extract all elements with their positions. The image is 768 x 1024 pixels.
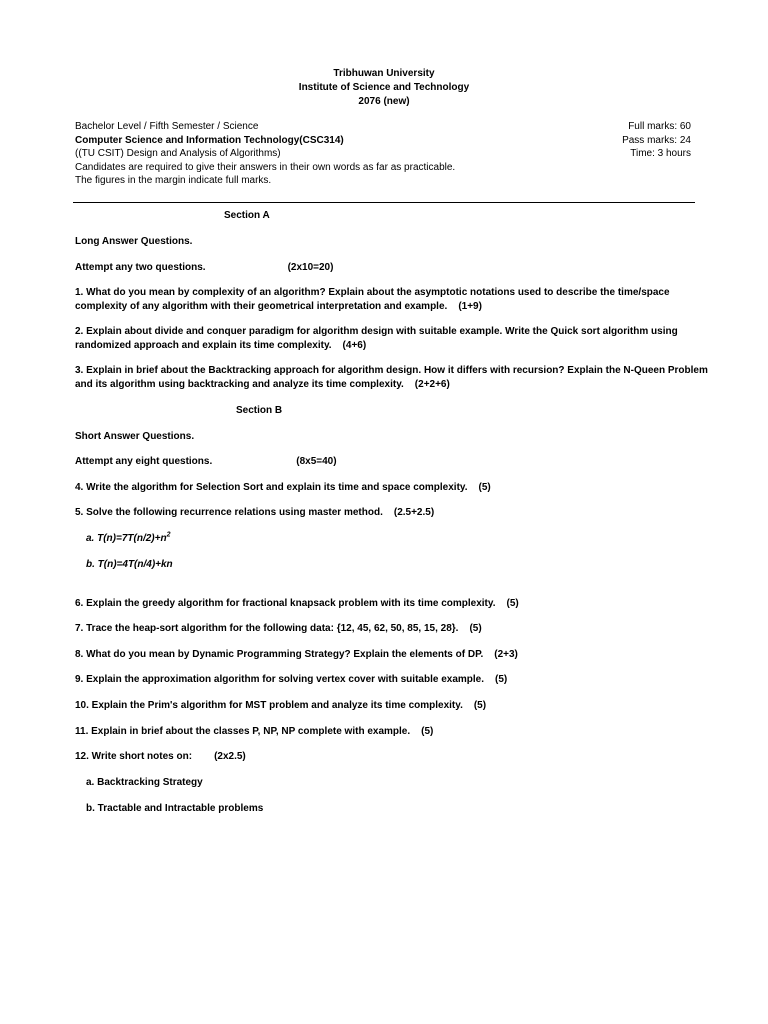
institute-name: Institute of Science and Technology: [298, 82, 470, 93]
section-a-type: Long Answer Questions.: [75, 236, 193, 247]
question-2-marks: (4+6): [342, 340, 367, 351]
question-3-line-2: [75, 378, 450, 392]
question-12b: b. Tractable and Intractable problems: [86, 803, 264, 814]
section-a-attempt: [75, 261, 333, 275]
question-12: [75, 750, 246, 764]
university-name: Tribhuwan University: [333, 68, 435, 79]
question-5-text: 5. Solve the following recurrence relations using master method.: [75, 507, 383, 518]
paper-header: [0, 67, 768, 109]
subject-title: ((TU CSIT) Design and Analysis of Algorithms): [75, 148, 281, 160]
question-12a: a. Backtracking Strategy: [86, 777, 203, 788]
question-2-text: randomized approach and explain its time complexity.: [75, 340, 332, 351]
instruction-answers: Candidates are required to give their answers in their own words as far as practicable.: [75, 161, 456, 173]
question-2-line-2: [75, 339, 366, 353]
question-10-text: 10. Explain the Prim's algorithm for MST problem and analyze its time complexity.: [75, 700, 463, 711]
exam-year: 2076 (new): [358, 96, 410, 107]
question-5b: b. T(n)=4T(n/4)+kn: [86, 559, 173, 570]
question-9-text: 9. Explain the approximation algorithm for solving vertex cover with suitable example.: [75, 674, 484, 685]
question-7: [75, 622, 482, 636]
question-8-marks: (2+3): [494, 649, 518, 660]
level-text: Bachelor Level / Fifth Semester / Science: [75, 121, 259, 132]
question-11-text: 11. Explain in brief about the classes P, NP, NP complete with example.: [75, 726, 411, 737]
course-info: [75, 120, 455, 188]
question-5a-exponent: 2: [166, 531, 171, 539]
question-3-line-1: 3. Explain in brief about the Backtracking approach for algorithm design. How it differs with recursion? Explain the N-Queen Problem: [75, 365, 708, 376]
question-11-marks: (5): [421, 726, 434, 737]
question-1-marks: (1+9): [458, 301, 482, 312]
pass-marks: Pass marks: 24: [622, 134, 691, 146]
course-title: Computer Science and Information Technology(CSC314): [75, 134, 344, 146]
section-a-attempt-text: Attempt any two questions.: [75, 262, 206, 273]
question-8-text: 8. What do you mean by Dynamic Programming Strategy? Explain the elements of DP.: [75, 649, 484, 660]
question-10-marks: (5): [473, 700, 487, 711]
section-b-type: Short Answer Questions.: [75, 431, 195, 442]
question-11: [75, 725, 433, 739]
header-divider: [73, 202, 695, 203]
question-10: [75, 699, 486, 713]
question-12-text: 12. Write short notes on:: [75, 751, 193, 762]
question-1-text: complexity of any algorithm with their geometrical interpretation and example.: [75, 301, 448, 312]
question-6-marks: (5): [506, 598, 519, 609]
section-a-title: Section A: [224, 210, 270, 221]
section-b-attempt-text: Attempt any eight questions.: [75, 456, 213, 467]
question-7-text: 7. Trace the heap-sort algorithm for the following data: {12, 45, 62, 50, 85, 15, 28}.: [75, 623, 459, 634]
question-4: [75, 481, 491, 495]
question-5-marks: (2.5+2.5): [393, 507, 435, 518]
question-12-marks: (2x2.5): [214, 751, 246, 762]
question-4-marks: (5): [478, 482, 491, 493]
question-9: [75, 673, 507, 687]
question-6: [75, 597, 519, 611]
question-5a: [86, 532, 170, 546]
question-1-line-2: [75, 300, 482, 314]
question-3-text: and its algorithm using backtracking and analyze its time complexity.: [75, 379, 404, 390]
question-3-marks: (2+2+6): [414, 379, 450, 390]
question-5: [75, 506, 434, 520]
question-2-line-1: 2. Explain about divide and conquer paradigm for algorithm design with suitable example. Write the Quick sort algorithm using: [75, 326, 678, 337]
instruction-margin: The figures in the margin indicate full marks.: [75, 175, 272, 187]
question-6-text: 6. Explain the greedy algorithm for fractional knapsack problem with its time complexity.: [75, 598, 496, 609]
question-8: [75, 648, 518, 662]
full-marks: Full marks: 60: [628, 121, 691, 132]
question-4-text: 4. Write the algorithm for Selection Sort and explain its time and space complexity.: [75, 482, 468, 493]
question-7-marks: (5): [469, 623, 482, 634]
question-1-line-1: 1. What do you mean by complexity of an algorithm? Explain about the asymptotic notations used to describe the time/space: [75, 287, 670, 298]
section-a-marks: (2x10=20): [287, 262, 334, 273]
question-9-marks: (5): [495, 674, 508, 685]
question-5a-text: a. T(n)=7T(n/2)+n: [86, 533, 167, 544]
time-allowed: Time: 3 hours: [630, 148, 691, 160]
marks-info: [622, 120, 691, 161]
section-b-title: Section B: [236, 405, 283, 416]
section-b-attempt: [75, 455, 337, 469]
section-b-marks: (8x5=40): [296, 456, 337, 467]
